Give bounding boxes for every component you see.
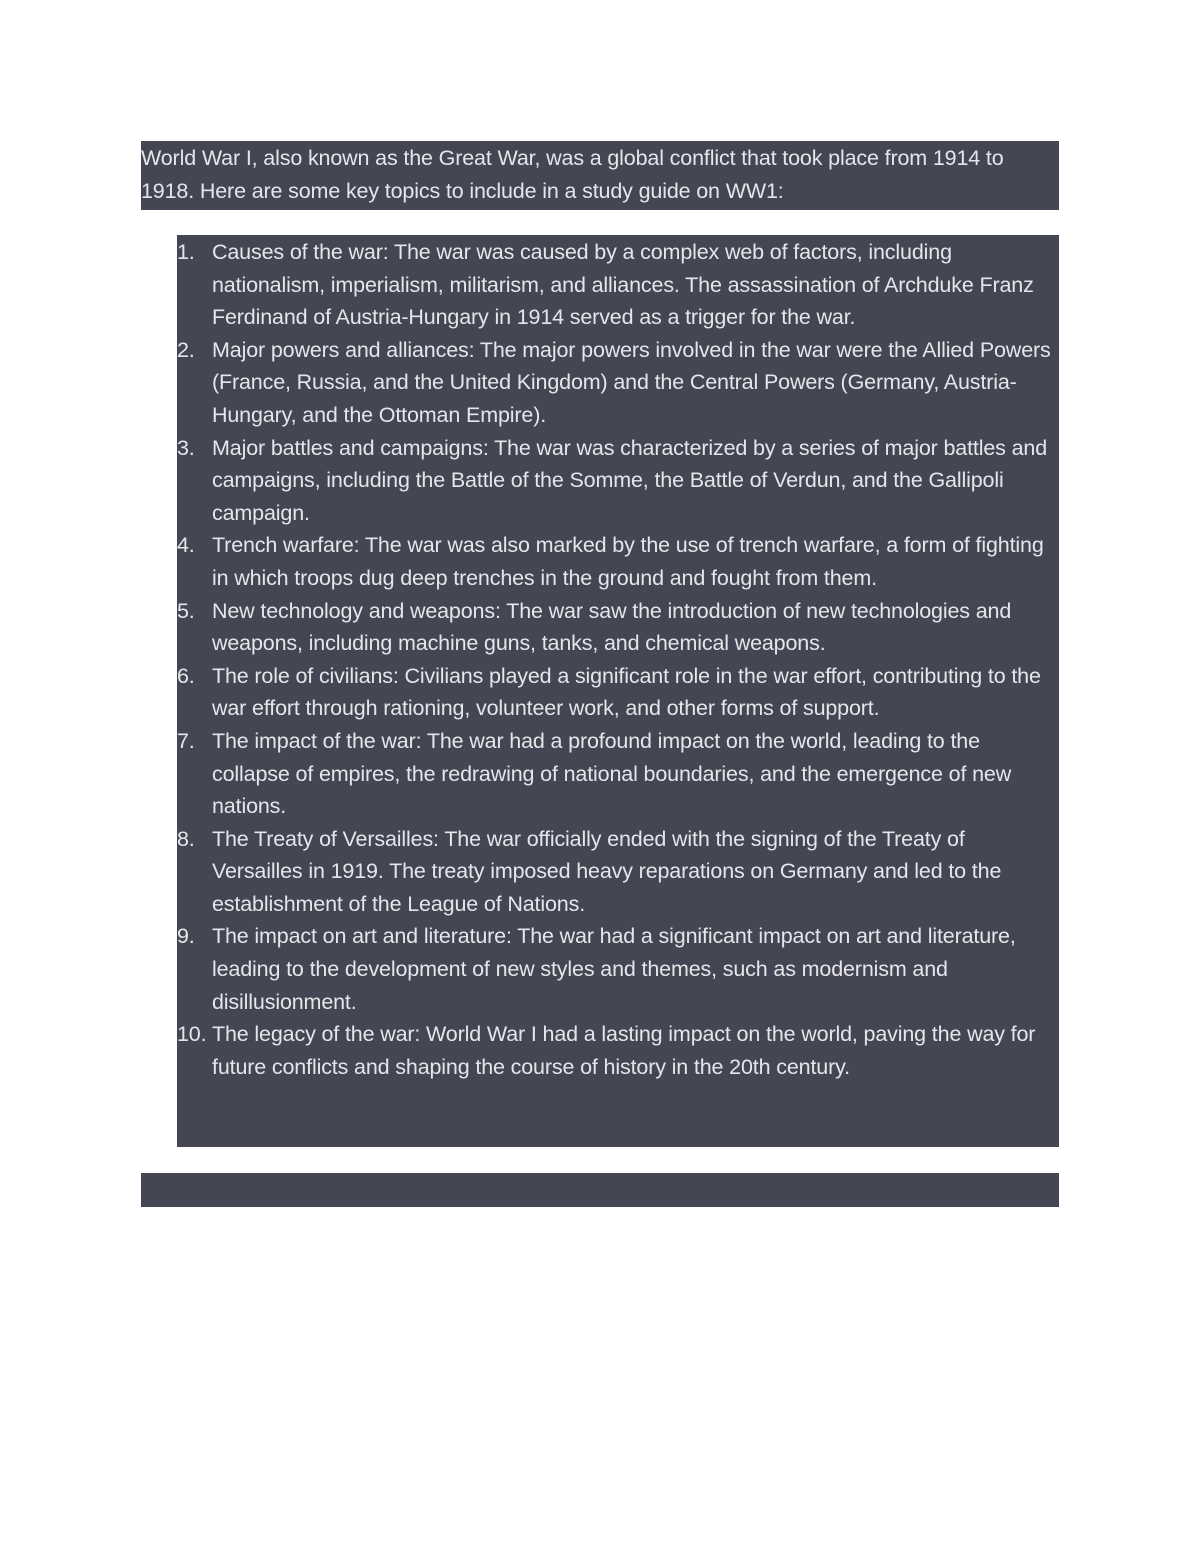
topic-item [177, 529, 1059, 594]
empty-bottom-bar [141, 1173, 1059, 1207]
topic-item [177, 334, 1059, 432]
topic-text: Trench warfare: The war was also marked by the use of trench warfare, a form of fighting in which troops dug deep trenches in the ground and fought from them. [212, 533, 1044, 590]
topic-item [177, 823, 1059, 921]
topic-text: Causes of the war: The war was caused by a complex web of factors, including nationalism, imperialism, militarism, and alliances. The assassination of Archduke Franz Ferdinand of Austria-Hungary in 1914 served as a trigger for the war. [212, 240, 1034, 330]
topic-number: 7. [177, 728, 195, 753]
topic-text: Major battles and campaigns: The war was characterized by a series of major battles and campaigns, including the Battle of the Somme, the Battle of Verdun, and the Gallipoli campaign. [212, 435, 1048, 525]
topic-number: 4. [177, 533, 195, 558]
topic-item [177, 595, 1059, 660]
topic-item [177, 1018, 1059, 1083]
topic-text: The Treaty of Versailles: The war officially ended with the signing of the Treaty of Versailles in 1919. The treaty imposed heavy reparations on Germany and led to the establishment of the League of Nations. [212, 826, 1002, 916]
topic-item [177, 236, 1059, 334]
topic-text: The impact of the war: The war had a profound impact on the world, leading to the collapse of empires, the redrawing of national boundaries, and the emergence of new nations. [212, 728, 1012, 819]
topic-item [177, 660, 1059, 725]
topic-number: 2. [177, 337, 195, 362]
topic-number: 10. [177, 1022, 207, 1047]
topic-text: The legacy of the war: World War I had a lasting impact on the world, paving the way for future conflicts and shaping the course of history in the 20th century. [212, 1022, 1036, 1079]
topic-text: New technology and weapons: The war saw the introduction of new technologies and weapons, including machine guns, tanks, and chemical weapons. [212, 598, 1012, 656]
topic-item [177, 920, 1059, 1018]
topic-number: 1. [177, 240, 195, 264]
topic-number: 6. [177, 663, 195, 688]
topic-number: 5. [177, 598, 195, 623]
topic-number: 9. [177, 924, 195, 949]
topic-text: Major powers and alliances: The major powers involved in the war were the Allied Powers (France, Russia, and the United Kingdom) and the Central Powers (Germany, Austria-Hungary, and the Ottoman Empire). [212, 337, 1051, 427]
topic-number: 3. [177, 435, 195, 460]
topics-list-block [177, 235, 1059, 1147]
topics-list [177, 235, 1059, 1083]
topic-number: 8. [177, 826, 195, 851]
topic-text: The role of civilians: Civilians played a significant role in the war effort, contributing to the war effort through rationing, volunteer work, and other forms of support. [212, 663, 1041, 721]
intro-text: World War I, also known as the Great War, was a global conflict that took place from 1914 to 1918. Here are some key topics to include in a study guide on WW1: [141, 146, 1004, 203]
topic-item [177, 432, 1059, 530]
topic-item [177, 725, 1059, 823]
intro-paragraph [141, 141, 1059, 210]
topic-text: The impact on art and literature: The war had a significant impact on art and literature, leading to the development of new styles and themes, such as modernism and disillusionment. [212, 924, 1016, 1014]
